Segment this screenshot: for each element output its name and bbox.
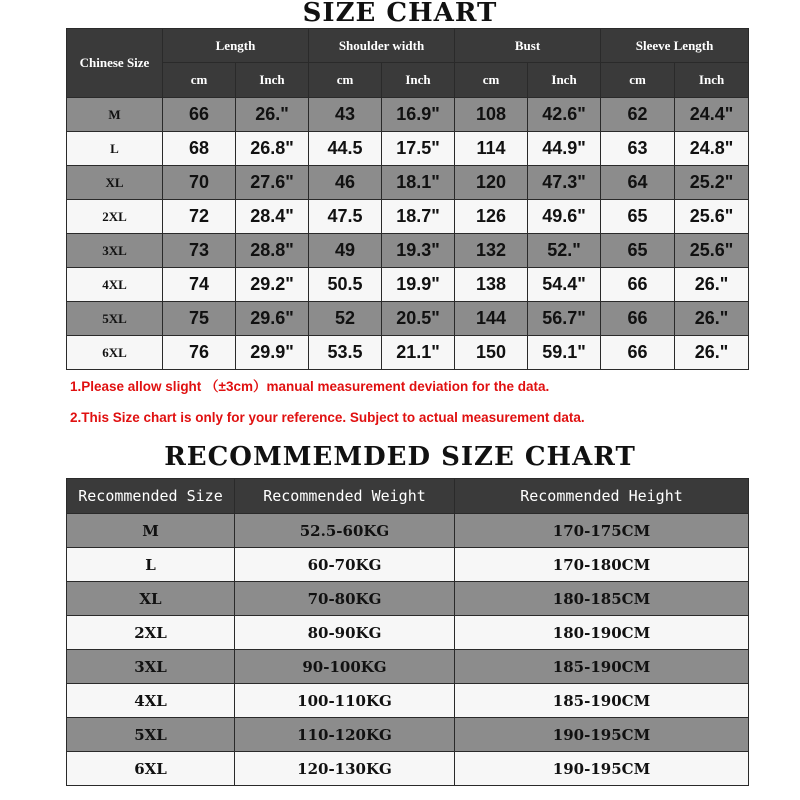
measurement-cell: 54.4" [528, 268, 601, 302]
measurement-cell: 73 [163, 234, 236, 268]
table-row [67, 548, 749, 582]
recommended-weight-cell: 80-90KG [235, 616, 455, 650]
measurement-cell: 25.6" [675, 234, 749, 268]
size-chart-title: SIZE CHART [302, 0, 498, 28]
measurement-cell: 26." [675, 336, 749, 370]
measurement-cell: 49 [309, 234, 382, 268]
measurement-cell: 17.5" [382, 132, 455, 166]
measurement-cell: 66 [163, 98, 236, 132]
recommended-height-cell: 190-195CM [455, 718, 749, 752]
table-row [67, 336, 749, 370]
size-label-cell: 6XL [67, 336, 163, 370]
measurement-cell: 47.3" [528, 166, 601, 200]
measurement-cell: 126 [455, 200, 528, 234]
note-reference: 2.This Size chart is only for your reference. Subject to actual measurement data. [70, 410, 585, 425]
unit-header: cm [601, 63, 675, 98]
note-deviation: 1.Please allow slight （±3cm）manual measurement deviation for the data. [70, 379, 550, 394]
measurement-cell: 26.8" [236, 132, 309, 166]
size-label-cell: 2XL [67, 200, 163, 234]
table-row [67, 166, 749, 200]
table-row [67, 234, 749, 268]
measurement-cell: 66 [601, 336, 675, 370]
table-row [67, 132, 749, 166]
measurement-cell: 50.5 [309, 268, 382, 302]
recommended-height-cell: 180-185CM [455, 582, 749, 616]
measurement-cell: 43 [309, 98, 382, 132]
measurement-cell: 29.6" [236, 302, 309, 336]
measurement-cell: 63 [601, 132, 675, 166]
measurement-cell: 46 [309, 166, 382, 200]
size-label-cell: 4XL [67, 268, 163, 302]
measurement-cell: 65 [601, 200, 675, 234]
size-label-cell: M [67, 98, 163, 132]
measurement-cell: 27.6" [236, 166, 309, 200]
measurement-cell: 56.7" [528, 302, 601, 336]
unit-header: cm [163, 63, 236, 98]
recommended-weight-cell: 52.5-60KG [235, 514, 455, 548]
measurement-cell: 76 [163, 336, 236, 370]
recommended-weight-cell: 60-70KG [235, 548, 455, 582]
measurement-cell: 49.6" [528, 200, 601, 234]
unit-header: Inch [236, 63, 309, 98]
measurement-cell: 138 [455, 268, 528, 302]
table-row [67, 302, 749, 336]
size-chart-table [66, 28, 749, 370]
header-recommended-weight: Recommended Weight [235, 479, 455, 514]
measurement-cell: 24.8" [675, 132, 749, 166]
unit-header: Inch [675, 63, 749, 98]
measurement-cell: 72 [163, 200, 236, 234]
measurement-cell: 18.7" [382, 200, 455, 234]
recommended-height-cell: 180-190CM [455, 616, 749, 650]
measurement-cell: 20.5" [382, 302, 455, 336]
unit-header: cm [309, 63, 382, 98]
table-row [67, 718, 749, 752]
recommended-size-cell: XL [67, 582, 235, 616]
recommended-size-table [66, 478, 749, 786]
measurement-cell: 62 [601, 98, 675, 132]
measurement-cell: 108 [455, 98, 528, 132]
measurement-cell: 59.1" [528, 336, 601, 370]
recommended-weight-cell: 120-130KG [235, 752, 455, 786]
table-row [67, 200, 749, 234]
measurement-cell: 47.5 [309, 200, 382, 234]
table-row [67, 752, 749, 786]
measurement-cell: 120 [455, 166, 528, 200]
measurement-cell: 52 [309, 302, 382, 336]
table-row [67, 268, 749, 302]
recommended-weight-cell: 70-80KG [235, 582, 455, 616]
header-bust: Bust [455, 29, 601, 63]
measurement-cell: 18.1" [382, 166, 455, 200]
measurement-cell: 66 [601, 268, 675, 302]
size-label-cell: 3XL [67, 234, 163, 268]
unit-header: Inch [382, 63, 455, 98]
header-chinese-size: Chinese Size [67, 29, 163, 98]
measurement-cell: 132 [455, 234, 528, 268]
recommended-height-cell: 170-180CM [455, 548, 749, 582]
measurement-cell: 19.3" [382, 234, 455, 268]
measurement-cell: 68 [163, 132, 236, 166]
measurement-cell: 42.6" [528, 98, 601, 132]
table-row [67, 684, 749, 718]
size-label-cell: L [67, 132, 163, 166]
recommended-weight-cell: 100-110KG [235, 684, 455, 718]
header-shoulder-width: Shoulder width [309, 29, 455, 63]
unit-header: Inch [528, 63, 601, 98]
recommended-size-cell: 2XL [67, 616, 235, 650]
table-row [67, 582, 749, 616]
table-row [67, 650, 749, 684]
recommended-size-cell: 4XL [67, 684, 235, 718]
header-sleeve-length: Sleeve Length [601, 29, 749, 63]
measurement-cell: 52." [528, 234, 601, 268]
header-recommended-size: Recommended Size [67, 479, 235, 514]
measurement-cell: 53.5 [309, 336, 382, 370]
header-recommended-height: Recommended Height [455, 479, 749, 514]
measurement-cell: 66 [601, 302, 675, 336]
measurement-cell: 44.5 [309, 132, 382, 166]
table-row [67, 616, 749, 650]
measurement-cell: 16.9" [382, 98, 455, 132]
recommended-size-cell: 6XL [67, 752, 235, 786]
measurement-cell: 26." [675, 268, 749, 302]
size-label-cell: XL [67, 166, 163, 200]
measurement-cell: 28.8" [236, 234, 309, 268]
recommended-size-cell: L [67, 548, 235, 582]
measurement-cell: 44.9" [528, 132, 601, 166]
recommended-height-cell: 190-195CM [455, 752, 749, 786]
measurement-cell: 26." [675, 302, 749, 336]
unit-header: cm [455, 63, 528, 98]
measurement-cell: 65 [601, 234, 675, 268]
measurement-cell: 28.4" [236, 200, 309, 234]
measurement-cell: 74 [163, 268, 236, 302]
recommended-weight-cell: 110-120KG [235, 718, 455, 752]
measurement-cell: 29.2" [236, 268, 309, 302]
table-row [67, 98, 749, 132]
measurement-cell: 25.6" [675, 200, 749, 234]
table-row [67, 514, 749, 548]
recommended-weight-cell: 90-100KG [235, 650, 455, 684]
measurement-cell: 26." [236, 98, 309, 132]
measurement-cell: 24.4" [675, 98, 749, 132]
recommended-size-cell: 5XL [67, 718, 235, 752]
measurement-cell: 114 [455, 132, 528, 166]
measurement-cell: 25.2" [675, 166, 749, 200]
recommended-height-cell: 170-175CM [455, 514, 749, 548]
measurement-cell: 144 [455, 302, 528, 336]
recommended-size-cell: 3XL [67, 650, 235, 684]
recommended-chart-title: RECOMMEMDED SIZE CHART [164, 442, 636, 472]
recommended-height-cell: 185-190CM [455, 684, 749, 718]
measurement-cell: 70 [163, 166, 236, 200]
header-length: Length [163, 29, 309, 63]
size-label-cell: 5XL [67, 302, 163, 336]
recommended-height-cell: 185-190CM [455, 650, 749, 684]
measurement-cell: 75 [163, 302, 236, 336]
measurement-cell: 64 [601, 166, 675, 200]
recommended-size-cell: M [67, 514, 235, 548]
measurement-cell: 21.1" [382, 336, 455, 370]
measurement-cell: 150 [455, 336, 528, 370]
measurement-cell: 19.9" [382, 268, 455, 302]
measurement-cell: 29.9" [236, 336, 309, 370]
